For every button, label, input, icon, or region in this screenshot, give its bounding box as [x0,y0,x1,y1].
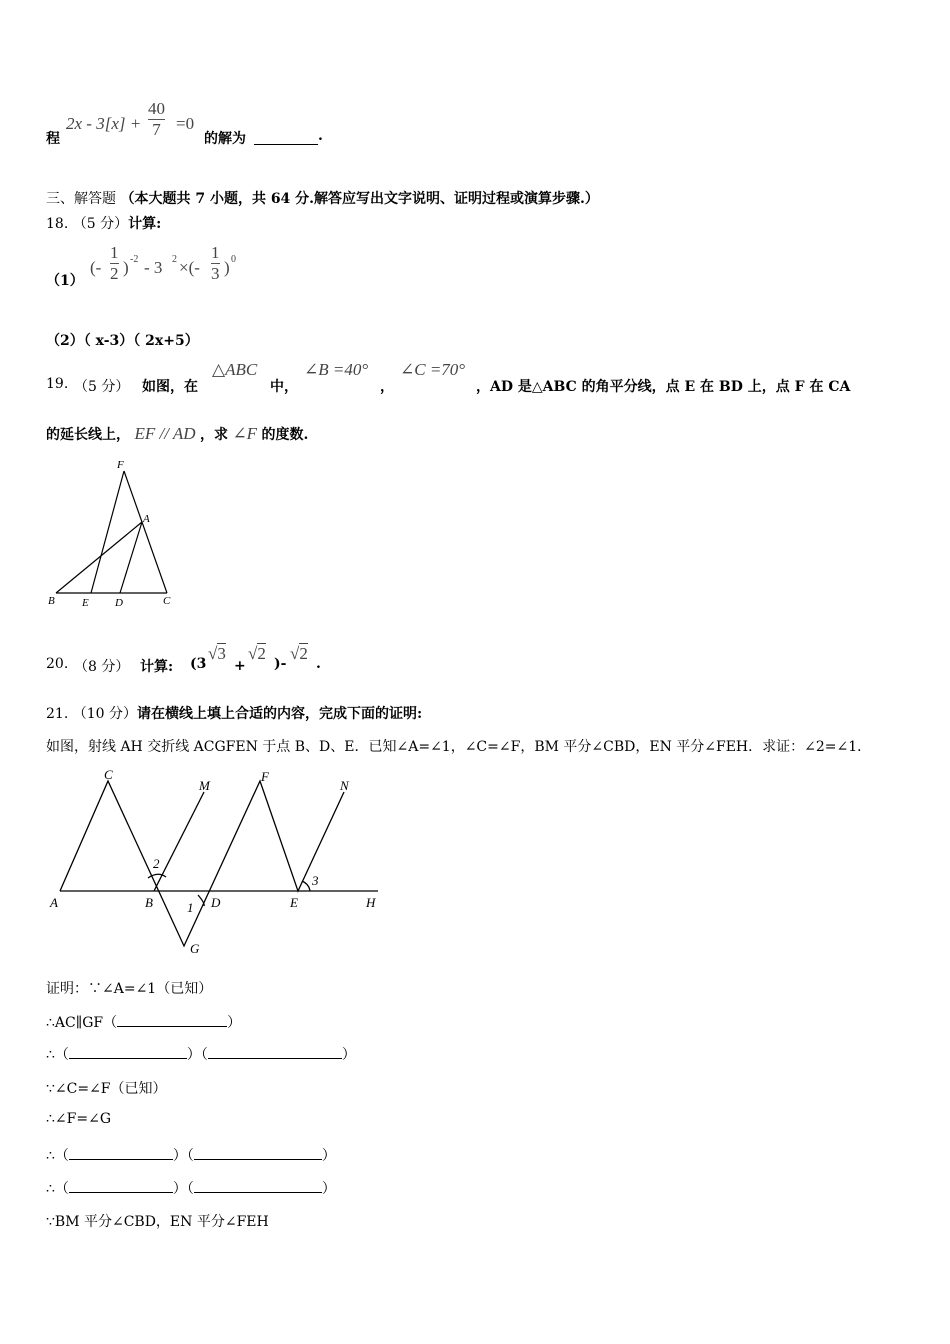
proof-line-6 [46,1145,336,1165]
proof-blank-2 [117,1012,227,1027]
proof-line-3-a: ∴（ [46,1047,69,1063]
q21-statement: 如图，射线 AH 交折线 ACGFEN 于点 B、D、E．已知∠A=∠1，∠C=∠F，BM 平分∠CBD，EN 平分∠FEH．求证：∠2=∠1． [46,739,872,755]
q18-part1-den1: 2 [110,264,119,283]
q18-part1-frac2 [211,244,220,283]
q21-label-n: N [340,778,349,793]
q20-sqrt3: √3 [208,644,226,663]
proof-line-3 [46,1044,356,1064]
q18-part1-exp2: 2 [172,254,177,265]
q19-line2 [46,424,308,444]
proof-line-7-c: ） [321,1181,336,1197]
q19-score: （5 分） [74,379,130,395]
q18-header [46,213,161,233]
q21-label-d: D [211,895,221,910]
q20-sqrt2b-radicand: 2 [299,644,308,663]
q19-text-d: 的延长线上， [46,427,130,443]
section3-heading [46,188,599,208]
q19-figure [44,456,184,612]
q21-label-f: F [261,769,269,784]
q20-close: )- [274,656,287,672]
q19-seg-ba [56,522,142,593]
q21-label-a: A [50,895,58,910]
q20-sqrt3-radicand: 3 [217,644,226,663]
proof-line-8: ∵BM 平分∠CBD，EN 平分∠FEH [46,1214,269,1230]
proof-line-6-c: ） [321,1148,336,1164]
q19-triangle: △ABC [212,360,258,379]
proof-blank-6a [69,1145,173,1160]
q17-numerator: 40 [148,99,165,118]
proof-line-2 [46,1012,241,1032]
q19-label-d: D [115,597,123,609]
q19-label-c: C [163,595,171,607]
q19-line1 [46,360,906,396]
q17-prefix: 程 [46,131,60,147]
proof-line-7-b: ）（ [172,1181,194,1197]
q20-open: (3 [190,656,207,672]
q19-seg-fe [91,471,124,593]
q18-part2: （2）（ x-3）（ 2x+5） [46,333,199,349]
q19-label-a: A [143,513,150,525]
q17-suffix: 的解为 [204,131,246,147]
q18-number: 18. [46,216,69,232]
proof-line-6-a: ∴（ [46,1148,69,1164]
q17-fraction [148,100,165,139]
q21-figure [44,764,388,960]
q21-label-3: 3 [312,873,319,888]
q21-label-c: C [104,767,113,782]
q21-label-e: E [290,895,298,910]
q18-part1-exp3: 0 [231,254,236,265]
q21-arc-3 [302,881,310,891]
q21-polyline-acgfen [60,781,344,946]
q19-text-f: 的度数. [261,427,309,443]
q18-part1-minus3: - 3 [144,258,163,277]
q21-score: （10 分） [72,706,137,722]
proof-blank-6b [194,1145,322,1160]
q19-text-e: ，求 [199,427,228,443]
q19-text-b: 中， [270,379,298,395]
section3-title: 三、解答题 [46,191,116,207]
q19-seg-ad [120,522,142,593]
q17-equation-right: =0 [176,114,195,133]
q18-part1-den2: 3 [211,264,220,283]
q21-label-g: G [190,941,200,956]
proof-line-2-a: ∴AC∥GF（ [46,1015,118,1031]
q19-comma: ， [380,379,394,395]
q18-part1-times: ×(- [179,258,200,277]
q18-part1-frac1 [110,244,119,283]
q18-part1-open: (- [90,258,102,277]
q21-label-2: 2 [153,856,160,871]
q21-header [46,703,422,723]
q18-part1-num2: 1 [211,243,220,262]
q21-ray-bm [154,792,204,891]
q19-text-c: ，AD 是△ABC 的角平分线，点 E 在 BD 上，点 F 在 CA [476,379,851,395]
proof-line-2-b: ） [227,1015,242,1031]
q18-part1-exp1: -2 [130,254,139,265]
q19-label-f: F [117,459,124,471]
q20-line [46,640,366,676]
q20-sqrt2a-radicand: 2 [257,644,266,663]
q17-denominator: 7 [152,120,161,139]
q21-label-1: 1 [187,900,194,915]
q21-instruction: 请在横线上填上合适的内容，完成下面的证明: [136,706,423,722]
section3-note: （本大题共 7 小题，共 64 分.解答应写出文字说明、证明过程或演算步骤.） [120,191,599,207]
proof-line-3-b: ）（ [186,1047,208,1063]
q17-end: . [318,128,323,144]
q18-instruction: 计算: [128,216,162,232]
q18-part1 [46,244,266,292]
proof-blank-3b [208,1044,342,1059]
proof-line-1: 证明：∵∠A=∠1（已知） [46,981,213,997]
proof-line-3-c: ） [341,1047,356,1063]
q19-label-e: E [82,597,89,609]
q20-sqrt2a: √2 [248,644,266,663]
proof-blank-7b [194,1178,322,1193]
q17-equation-left: 2x - 3[x] + [66,114,142,133]
proof-line-5: ∴∠F=∠G [46,1111,111,1127]
q17-answer-blank [254,130,318,145]
q20-number: 20. [46,656,69,672]
q20-end: . [316,656,321,672]
q21-label-b: B [145,895,153,910]
q20-plus: + [234,658,246,674]
q20-score: （8 分） [74,659,130,675]
q20-instruction: 计算: [140,659,174,675]
q21-label-m: M [199,778,210,793]
proof-line-7 [46,1178,336,1198]
q18-score: （5 分） [72,216,129,232]
q20-sqrt2b: √2 [290,644,308,663]
proof-blank-3a [69,1044,187,1059]
q19-label-b: B [48,595,55,607]
q18-part1-close1: ) [123,258,129,277]
q19-angle-c: ∠C =70° [400,360,466,379]
q18-part1-num1: 1 [110,243,119,262]
q19-angle-b: ∠B =40° [304,360,369,379]
q18-part1-close2: ) [224,258,230,277]
q19-angle-f: ∠F [232,424,258,443]
q19-text-a: 如图，在 [142,379,198,395]
proof-line-7-a: ∴（ [46,1181,69,1197]
q19-number: 19. [46,376,69,392]
q21-label-h: H [366,895,376,910]
q21-number: 21. [46,706,69,722]
q18-part1-label: （1） [46,273,84,289]
proof-line-6-b: ）（ [172,1148,194,1164]
proof-line-4: ∵∠C=∠F（已知） [46,1081,167,1097]
proof-blank-7a [69,1178,173,1193]
q19-parallel: EF // AD [134,424,196,443]
